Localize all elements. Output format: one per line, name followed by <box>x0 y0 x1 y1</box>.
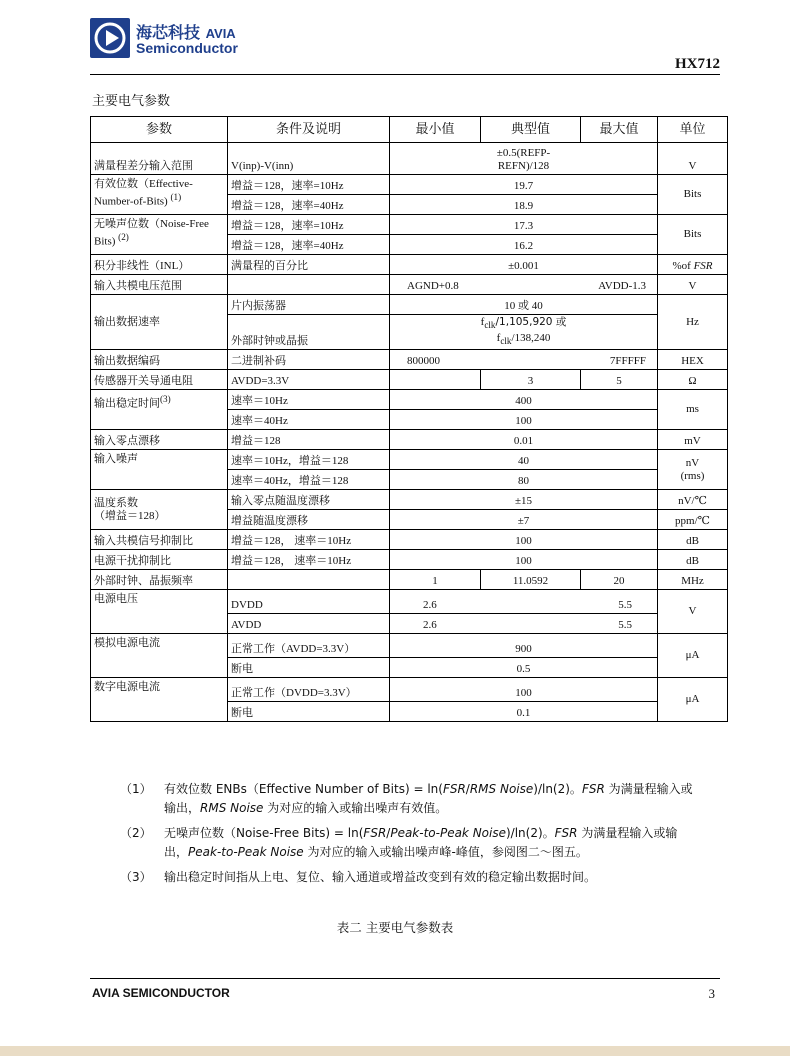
param-cell: 输入共模信号抑制比 <box>91 530 228 550</box>
note-italic: FSR <box>581 782 605 796</box>
unit-cell: Hz <box>658 295 728 350</box>
min-value: AGND+0.8 <box>407 280 459 292</box>
footnote-2 <box>120 824 700 862</box>
footnote-ref: (1) <box>170 192 182 202</box>
unit-cell: HEX <box>658 350 728 370</box>
param-cell: 输入零点漂移 <box>91 430 228 450</box>
min-value: 2.6 <box>423 619 437 632</box>
cond-cell: 增益＝128， 速率＝10Hz <box>228 530 390 550</box>
value-cell: 10 或 40 <box>390 295 658 315</box>
value-cell: 17.3 <box>390 215 658 235</box>
param-text: 有效位数（Effective-Number-of-Bits) <box>94 178 193 208</box>
note-italic: RMS Noise <box>200 801 264 815</box>
note-italic: RMS Noise <box>469 782 534 796</box>
value-cell <box>390 315 658 350</box>
value-cell: 18.9 <box>390 195 658 215</box>
footnote-text <box>164 824 700 862</box>
value-split <box>393 355 654 368</box>
note-italic: Peak-to-Peak Noise <box>188 845 304 859</box>
column-header-parameter: 参数 <box>91 117 228 143</box>
param-cell: 传感器开关导通电阻 <box>91 370 228 390</box>
min-value: 2.6 <box>423 599 437 612</box>
table-row <box>91 370 728 390</box>
cond-cell: 正常工作（DVDD=3.3V） <box>228 678 390 702</box>
min-cell: 1 <box>390 570 481 590</box>
table-row <box>91 634 728 658</box>
param-cell: 积分非线性（INL） <box>91 255 228 275</box>
value-cell: 100 <box>390 678 658 702</box>
param-cell: 输入共模电压范围 <box>91 275 228 295</box>
cond-cell: 增益＝128， 速率＝10Hz <box>228 550 390 570</box>
unit-cell: Ω <box>658 370 728 390</box>
column-header-unit: 单位 <box>658 117 728 143</box>
value-cell: ±0.001 <box>390 255 658 275</box>
value-text: /1,105,920 或 <box>495 316 567 328</box>
electrical-parameters-table <box>90 116 728 722</box>
value-text: f <box>496 332 501 345</box>
value-cell: 80 <box>390 470 658 490</box>
value-cell: 0.1 <box>390 702 658 722</box>
unit-cell: dB <box>658 530 728 550</box>
value-cell: ±15 <box>390 490 658 510</box>
param-line: 温度系数 <box>94 496 138 509</box>
note-span: )/ln(2)。 <box>533 782 582 796</box>
typ-cell: 11.0592 <box>481 570 581 590</box>
table-row <box>91 590 728 614</box>
param-cell <box>91 175 228 215</box>
min-cell <box>390 370 481 390</box>
note-span: )/ln(2)。 <box>505 826 555 840</box>
note-span: 无噪声位数（Noise-Free Bits) = ln( <box>164 826 364 840</box>
cond-cell: 二进制补码 <box>228 350 390 370</box>
table-row <box>91 490 728 510</box>
unit-cell: dB <box>658 550 728 570</box>
cond-cell <box>228 570 390 590</box>
value-text: /138,240 <box>511 332 551 345</box>
cond-cell: 片内振荡器 <box>228 295 390 315</box>
value-cell <box>390 614 658 634</box>
table-row <box>91 295 728 315</box>
typ-cell: 3 <box>481 370 581 390</box>
cond-cell: 正常工作（AVDD=3.3V） <box>228 634 390 658</box>
note-span: 为满量程输入或输出， <box>164 782 693 815</box>
unit-cell <box>658 450 728 490</box>
logo-english-name: Semiconductor <box>136 40 238 56</box>
min-value: 800000 <box>407 355 440 368</box>
value-cell: 0.01 <box>390 430 658 450</box>
note-span: 为满量程输入或输出， <box>164 826 678 859</box>
value-split <box>393 599 654 612</box>
unit-cell: ms <box>658 390 728 430</box>
value-line <box>393 316 654 332</box>
cond-cell: 断电 <box>228 658 390 678</box>
cond-cell: 增益随温度漂移 <box>228 510 390 530</box>
value-cell: ±7 <box>390 510 658 530</box>
table-row <box>91 275 728 295</box>
param-text: 输出稳定时间 <box>94 398 160 411</box>
param-cell: 输出数据编码 <box>91 350 228 370</box>
column-header-conditions: 条件及说明 <box>228 117 390 143</box>
footnote-text <box>164 780 700 818</box>
param-cell: 输入噪声 <box>91 450 228 490</box>
value-cell <box>390 350 658 370</box>
note-span: 为对应的输入或输出噪声有效值。 <box>263 801 448 815</box>
max-value: 7FFFFF <box>609 355 646 368</box>
table-row <box>91 175 728 195</box>
footnote-1 <box>120 780 700 818</box>
value-cell: 100 <box>390 550 658 570</box>
unit-cell: Bits <box>658 215 728 255</box>
value-split <box>393 619 654 632</box>
value-cell: 100 <box>390 530 658 550</box>
footnotes <box>120 780 700 893</box>
unit-cell: Bits <box>658 175 728 215</box>
footnote-number: （2） <box>120 826 152 840</box>
param-cell <box>91 390 228 430</box>
note-italic: FSR <box>554 826 578 840</box>
note-span: / <box>465 782 470 796</box>
table-row <box>91 255 728 275</box>
cond-cell: 满量程的百分比 <box>228 255 390 275</box>
note-span: 有效位数 ENBs（Effective Number of Bits) = ln( <box>164 782 443 796</box>
table-row <box>91 430 728 450</box>
company-logo-icon <box>90 18 130 58</box>
note-italic: Peak-to-Peak Noise <box>390 826 506 840</box>
param-cell: 外部时钟、晶振频率 <box>91 570 228 590</box>
param-cell: 数字电源电流 <box>91 678 228 722</box>
footnote-text: 输出稳定时间指从上电、复位、输入通道或增益改变到有效的稳定输出数据时间。 <box>164 870 597 884</box>
cond-cell: 断电 <box>228 702 390 722</box>
param-cell: 输出数据速率 <box>91 295 228 350</box>
cond-cell: DVDD <box>228 590 390 614</box>
max-value: 5.5 <box>618 619 632 632</box>
cond-cell: 增益＝128，速率=10Hz <box>228 175 390 195</box>
unit-cell: V <box>658 590 728 634</box>
value-cell: 0.5 <box>390 658 658 678</box>
param-cell <box>91 215 228 255</box>
cond-cell <box>228 275 390 295</box>
cond-cell: 输入零点随温度漂移 <box>228 490 390 510</box>
cond-cell: V(inp)-V(inn) <box>228 143 390 175</box>
value-line: REFN)/128 <box>497 160 550 172</box>
value-cell: 40 <box>390 450 658 470</box>
page-header <box>90 18 720 74</box>
value-cell: 16.2 <box>390 235 658 255</box>
table-row <box>91 215 728 235</box>
value-cell: 19.7 <box>390 175 658 195</box>
footnote-ref: (2) <box>118 232 129 242</box>
note-span: / <box>386 826 391 840</box>
page-number: 3 <box>708 986 715 1001</box>
note-span: 为对应的输入或输出噪声峰-峰值，参阅图二～图五。 <box>303 845 588 859</box>
unit-text: %of <box>672 260 694 272</box>
unit-cell: ppm/℃ <box>658 510 728 530</box>
column-header-max: 最大值 <box>581 117 658 143</box>
value-sub: clk <box>500 336 512 347</box>
value-cell: 100 <box>390 410 658 430</box>
logo-cn-text: 海芯科技 <box>136 23 201 42</box>
param-line: （增益＝128） <box>94 509 166 522</box>
unit-cell: mV <box>658 430 728 450</box>
unit-cell: MHz <box>658 570 728 590</box>
part-number: HX712 <box>675 56 720 72</box>
column-header-typ: 典型值 <box>481 117 581 143</box>
value-cell: 400 <box>390 390 658 410</box>
cond-cell: AVDD <box>228 614 390 634</box>
cond-cell: 速率＝10Hz <box>228 390 390 410</box>
value-line <box>393 332 654 348</box>
param-cell <box>91 490 228 530</box>
footer-divider <box>90 978 720 979</box>
table-row <box>91 530 728 550</box>
cond-cell: 速率＝40Hz，增益＝128 <box>228 470 390 490</box>
footnote-3 <box>120 868 700 887</box>
cond-cell: 速率＝40Hz <box>228 410 390 430</box>
cond-cell: 增益＝128，速率=40Hz <box>228 235 390 255</box>
table-caption: 表二 主要电气参数表 <box>336 920 454 935</box>
footer-company: AVIA SEMICONDUCTOR <box>92 986 230 1000</box>
footnote-ref: (3) <box>160 394 171 405</box>
footnote-number: （3） <box>120 870 152 884</box>
table-row <box>91 143 728 175</box>
unit-cell: μA <box>658 634 728 678</box>
logo-avia-text: AVIA <box>205 26 236 41</box>
unit-line: nV <box>685 456 700 469</box>
page-bottom-strip <box>0 1046 790 1056</box>
value-cell <box>390 590 658 614</box>
max-value: 5.5 <box>618 599 632 612</box>
header-divider <box>90 74 720 75</box>
max-cell: 20 <box>581 570 658 590</box>
value-cell <box>390 275 658 295</box>
cond-cell: 增益＝128，速率=10Hz <box>228 215 390 235</box>
value-text: f <box>480 316 485 328</box>
cond-cell: 增益＝128，速率=40Hz <box>228 195 390 215</box>
table-header-row <box>91 117 728 143</box>
unit-cell: V <box>658 143 728 175</box>
value-sub: clk <box>484 320 496 331</box>
table-row <box>91 550 728 570</box>
cond-cell: 增益＝128 <box>228 430 390 450</box>
note-italic: FSR <box>363 826 387 840</box>
unit-cell: μA <box>658 678 728 722</box>
param-cell: 模拟电源电流 <box>91 634 228 678</box>
cond-cell: AVDD=3.3V <box>228 370 390 390</box>
column-header-min: 最小值 <box>390 117 481 143</box>
param-cell: 满量程差分输入范围 <box>91 143 228 175</box>
param-text: 无噪声位数（Noise-Free Bits) <box>94 218 209 248</box>
value-split <box>393 280 654 293</box>
max-value: AVDD-1.3 <box>598 280 646 292</box>
table-row <box>91 570 728 590</box>
note-italic: FSR <box>442 782 466 796</box>
param-cell: 电源干扰抑制比 <box>91 550 228 570</box>
max-cell: 5 <box>581 370 658 390</box>
unit-cell <box>658 255 728 275</box>
footnote-number: （1） <box>120 782 152 796</box>
param-cell: 电源电压 <box>91 590 228 634</box>
cond-cell: 外部时钟或晶振 <box>228 315 390 350</box>
cond-cell: 速率＝10Hz，增益＝128 <box>228 450 390 470</box>
unit-cell: nV/℃ <box>658 490 728 510</box>
unit-line: (rms) <box>680 469 705 482</box>
unit-text-italic: FSR <box>693 260 713 272</box>
unit-cell: V <box>658 275 728 295</box>
value-line: ±0.5(REFP- <box>496 147 551 159</box>
value-cell: 900 <box>390 634 658 658</box>
table-row <box>91 350 728 370</box>
table-row <box>91 450 728 470</box>
table-row <box>91 390 728 410</box>
value-cell <box>390 143 658 175</box>
table-row <box>91 678 728 702</box>
section-title: 主要电气参数 <box>92 94 171 109</box>
